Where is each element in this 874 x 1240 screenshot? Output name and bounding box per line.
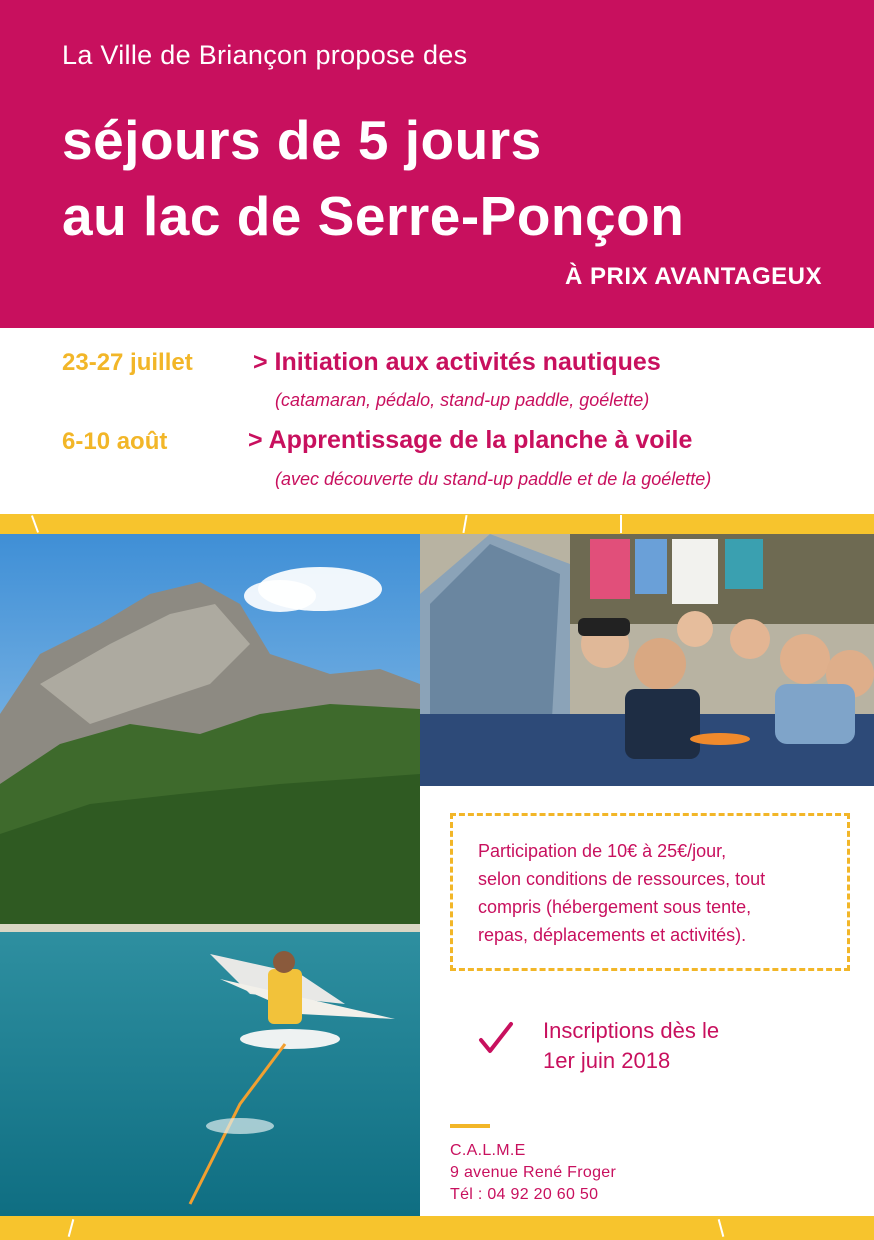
contact-block <box>450 1140 616 1206</box>
campsite-group-photo <box>420 534 874 786</box>
session-list <box>0 328 874 514</box>
checkmark-icon <box>478 1020 514 1056</box>
pricing-text <box>478 837 838 949</box>
band-tick <box>620 515 622 533</box>
session-2-activity: > Apprentissage de la planche à voile <box>248 426 693 454</box>
band-tick <box>31 515 39 533</box>
registration-line-1: Inscriptions dès le <box>543 1018 720 1043</box>
pricing-line: selon conditions de ressources, tout <box>478 869 766 889</box>
lake-windsurf-illustration <box>0 534 420 1216</box>
header-banner <box>0 0 874 328</box>
session-2-details: (avec découverte du stand-up paddle et de la goélette) <box>275 469 712 489</box>
decorative-band-top <box>0 514 874 534</box>
session-2-date: 6-10 août <box>62 428 168 455</box>
campsite-illustration <box>420 534 874 786</box>
pricing-line: Participation de 10€ à 25€/jour, <box>478 841 727 861</box>
page-title <box>62 102 684 254</box>
contact-phone: Tél : 04 92 20 60 50 <box>450 1186 599 1203</box>
session-1-activity: > Initiation aux activités nautiques <box>253 348 661 376</box>
registration-info <box>543 1016 719 1076</box>
decorative-band-bottom <box>0 1216 874 1240</box>
pricing-line: repas, déplacements et activités). <box>478 925 747 945</box>
price-tagline: À PRIX AVANTAGEUX <box>565 263 822 290</box>
title-line-2: au lac de Serre-Ponçon <box>62 185 685 247</box>
pricing-box <box>450 813 850 971</box>
contact-name: C.A.L.M.E <box>450 1142 526 1159</box>
registration-line-2: 1er juin 2018 <box>543 1048 671 1073</box>
band-tick <box>462 515 467 533</box>
intro-text: La Ville de Briançon propose des <box>62 40 468 70</box>
band-tick <box>68 1219 75 1237</box>
title-line-1: séjours de 5 jours <box>62 109 542 171</box>
pricing-line: compris (hébergement sous tente, <box>478 897 752 917</box>
contact-address: 9 avenue René Froger <box>450 1164 617 1181</box>
contact-divider <box>450 1124 490 1128</box>
lake-windsurf-photo <box>0 534 420 1216</box>
session-1-details: (catamaran, pédalo, stand-up paddle, goélette) <box>275 390 650 410</box>
session-1-date: 23-27 juillet <box>62 349 193 376</box>
band-tick <box>718 1219 725 1237</box>
